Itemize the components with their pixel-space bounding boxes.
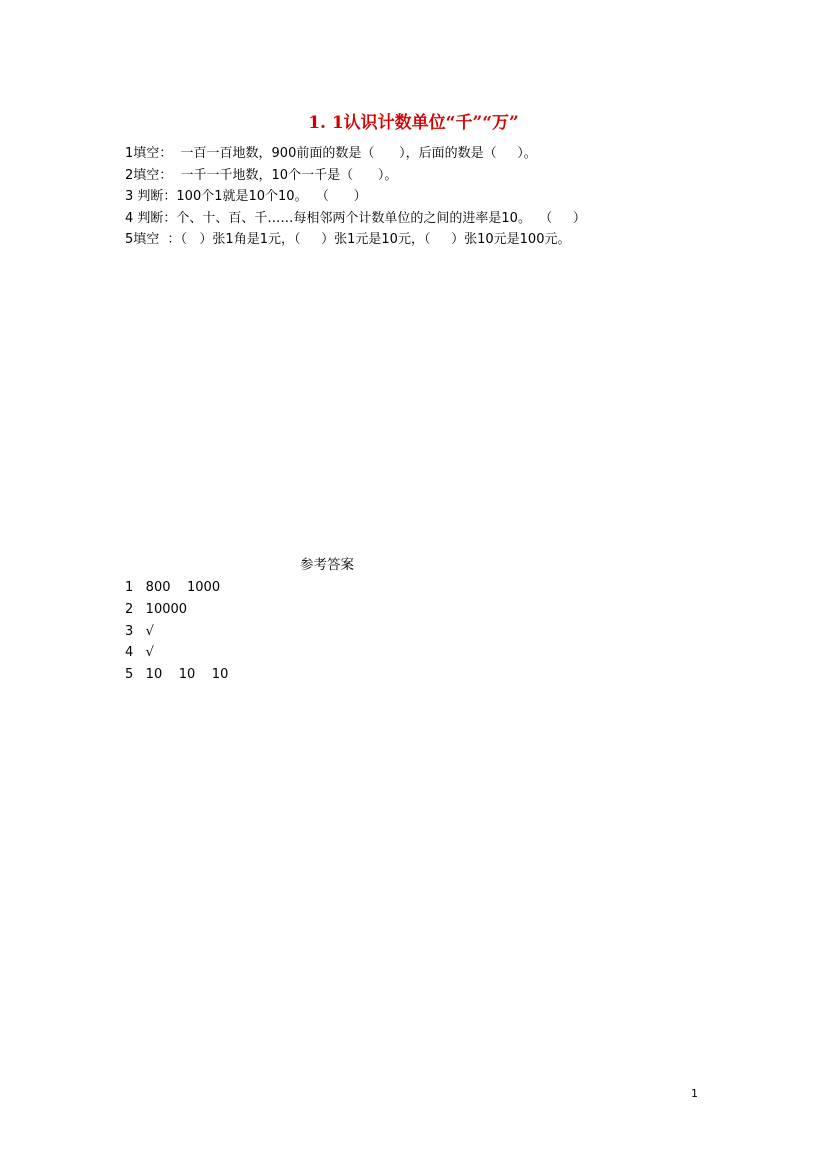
question-item: 3 判断：100个1就是10个10。 （ ） (125, 189, 367, 204)
question-item: 1填空： 一百一百地数，900前面的数是（ ），后面的数是（ ）。 (125, 146, 537, 161)
answer-item: 1 800 1000 (125, 580, 221, 595)
question-item: 4 判断：个、十、百、千……每相邻两个计数单位的之间的进率是10。 （ ） (125, 210, 586, 226)
question-item: 5填空 ：（ ）张1角是1元，（ ）张1元是10元，（ ）张10元是100元。 (125, 232, 571, 247)
page-number: 1 (691, 1087, 698, 1100)
answer-heading: 参考答案 (300, 557, 354, 573)
answer-item: 5 10 10 10 (125, 667, 229, 683)
question-list (125, 143, 765, 251)
answer-item: 4 √ (125, 645, 154, 661)
answer-item: 2 10000 (125, 601, 188, 617)
answer-item: 3 √ (125, 623, 154, 639)
question-item: 2填空： 一千一千地数，10个一千是（ ）。 (125, 167, 398, 183)
page-title: 1. 1认识计数单位“千”“万” (308, 113, 519, 133)
answer-list (125, 577, 525, 686)
